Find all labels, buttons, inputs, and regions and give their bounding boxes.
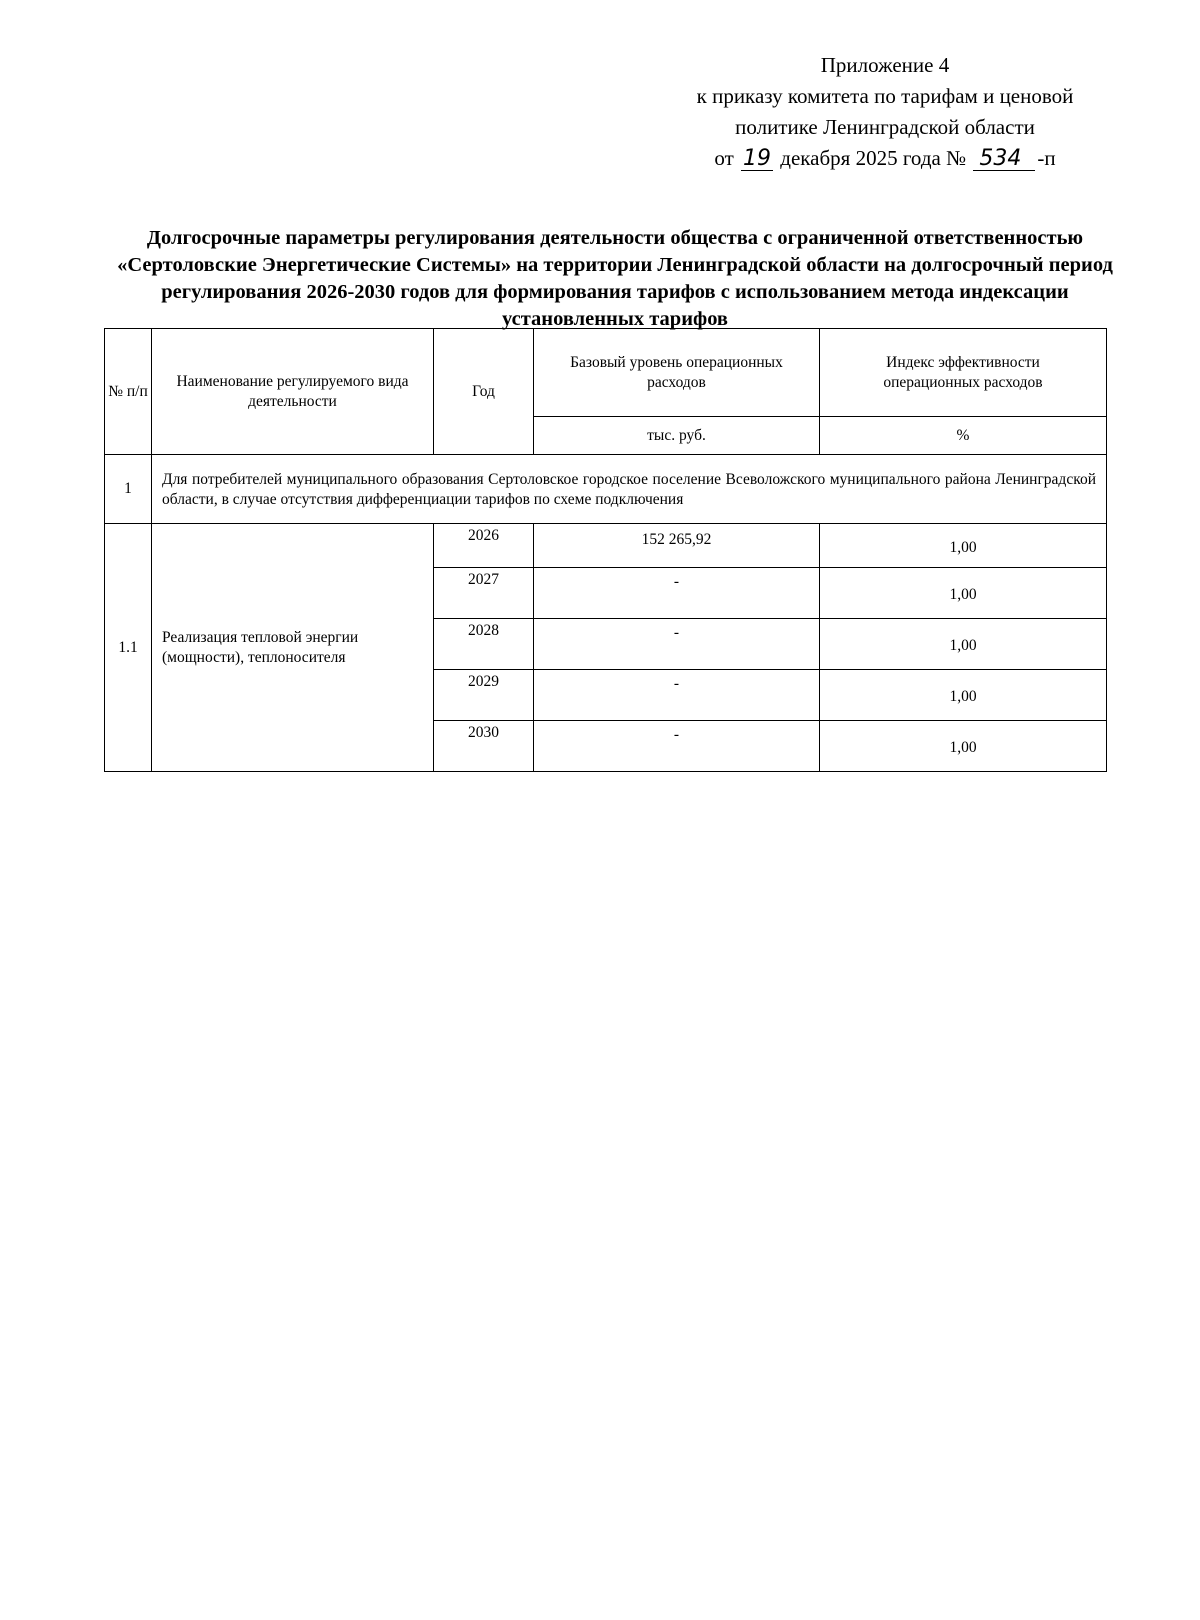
header-num: № п/п [105,329,152,455]
date-rest: декабря 2025 года № [780,146,967,170]
section-description: Для потребителей муниципального образования Сертоловское городское поселение Всеволожского муниципального района Ленинградской области, в случае отсутствия дифференциации тарифов по схеме подключения [152,455,1107,524]
appendix-authority-line: политике Ленинградской области [735,115,1035,139]
table-row [105,524,1107,568]
appendix-order-line: к приказу комитета по тарифам и ценовой [696,84,1074,108]
appendix-title: Приложение 4 [820,53,950,77]
base-level-cell: - [534,721,820,772]
appendix-header [640,50,1130,174]
year-cell: 2027 [434,568,534,619]
efficiency-index-cell: 1,00 [820,568,1107,619]
appendix-date-line [640,143,1130,174]
efficiency-index-cell: 1,00 [820,619,1107,670]
header-year: Год [434,329,534,455]
date-prefix: от [714,146,734,170]
header-base-level-unit: тыс. руб. [534,417,820,455]
document-title: Долгосрочные параметры регулирования деятельности общества с ограниченной ответственностью «Сертоловские Энергетические Системы» на территории Ленинградской области на долгосрочный период регулирования 2026-2030 годов для формирования тарифов с использованием метода индексации установленных тарифов [117,227,1113,330]
year-cell: 2030 [434,721,534,772]
header-efficiency-index-unit: % [820,417,1107,455]
base-level-cell: - [534,619,820,670]
base-level-cell: 152 265,92 [534,524,820,568]
efficiency-index-cell: 1,00 [820,670,1107,721]
base-level-cell: - [534,568,820,619]
item-activity: Реализация тепловой энергии (мощности), теплоносителя [152,524,434,772]
year-cell: 2026 [434,524,534,568]
header-activity: Наименование регулируемого вида деятельности [152,329,434,455]
handwritten-order-number: 534 [973,148,1035,171]
order-suffix: -п [1037,146,1056,170]
year-cell: 2029 [434,670,534,721]
efficiency-index-cell: 1,00 [820,721,1107,772]
item-num: 1.1 [105,524,152,772]
table-section-row [105,455,1107,524]
year-cell: 2028 [434,619,534,670]
base-level-cell: - [534,670,820,721]
handwritten-day: 19 [743,146,772,171]
table-header-row [105,329,1107,417]
parameters-table [104,328,1107,772]
header-base-level: Базовый уровень операционных расходов [534,329,820,417]
section-num: 1 [105,455,152,524]
header-efficiency-index: Индекс эффективности операционных расходов [820,329,1107,417]
efficiency-index-cell: 1,00 [820,524,1107,568]
